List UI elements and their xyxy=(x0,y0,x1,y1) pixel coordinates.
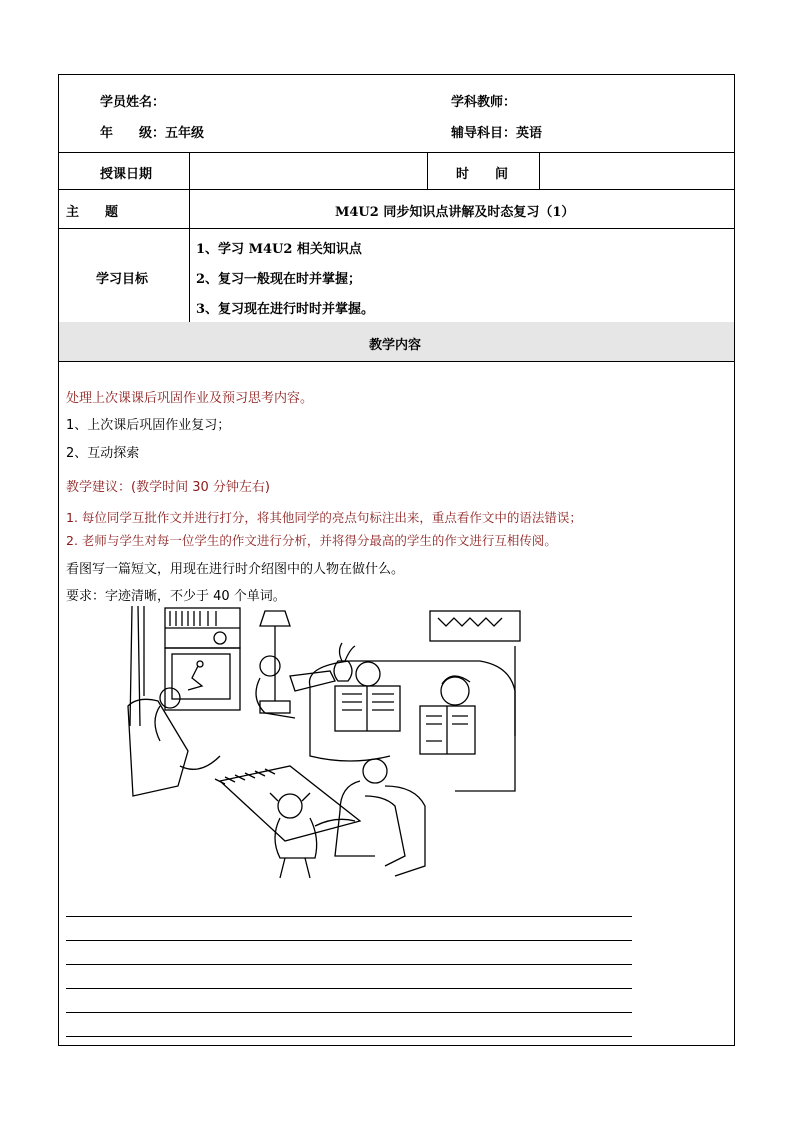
family-living-room-illustration xyxy=(120,606,540,896)
goal-item: 1、学习 M4U2 相关知识点 xyxy=(196,242,362,257)
table-divider xyxy=(58,361,735,362)
writing-line[interactable] xyxy=(66,916,632,917)
writing-line[interactable] xyxy=(66,1012,632,1013)
grade-label: 年 级：五年级 xyxy=(100,126,205,141)
content-line: 要求：字迹清晰，不少于 40 个单词。 xyxy=(66,589,286,604)
teacher-label: 学科教师： xyxy=(451,95,517,110)
date-label: 授课日期 xyxy=(100,167,153,182)
content-line: 2、互动探索 xyxy=(66,446,140,461)
goals-label: 学习目标 xyxy=(96,272,149,287)
writing-line[interactable] xyxy=(66,940,632,941)
content-line: 1. 每位同学互批作文并进行打分，将其他同学的亮点句标注出来，重点看作文中的语法错误； xyxy=(66,510,582,525)
subject-label: 辅导科目：英语 xyxy=(451,126,543,141)
content-line: 2. 老师与学生对每一位学生的作文进行分析，并将得分最高的学生的作文进行互相传阅。 xyxy=(66,533,557,548)
goal-item: 2、复习一般现在时并掌握； xyxy=(196,272,362,287)
content-line: 看图写一篇短文，用现在进行时介绍图中的人物在做什么。 xyxy=(66,562,405,577)
table-column-divider xyxy=(539,152,540,189)
content-line: 教学建议：(教学时间 30 分钟左右) xyxy=(66,480,270,495)
time-label: 时 间 xyxy=(456,167,509,182)
writing-line[interactable] xyxy=(66,988,632,989)
content-line: 处理上次课课后巩固作业及预习思考内容。 xyxy=(66,391,314,406)
table-divider xyxy=(58,152,735,153)
student-name-label: 学员姓名： xyxy=(100,95,166,110)
content-line: 1、上次课后巩固作业复习； xyxy=(66,418,231,433)
table-column-divider xyxy=(427,152,428,189)
table-column-divider xyxy=(189,152,190,322)
content-heading: 教学内容 xyxy=(369,338,422,353)
topic-label: 主 题 xyxy=(66,205,119,220)
table-divider xyxy=(58,189,735,190)
writing-line[interactable] xyxy=(66,1036,632,1037)
topic-value: M4U2 同步知识点讲解及时态复习（1） xyxy=(335,205,575,220)
goal-item: 3、复习现在进行时时并掌握。 xyxy=(196,302,375,317)
writing-line[interactable] xyxy=(66,964,632,965)
table-divider xyxy=(58,228,735,229)
